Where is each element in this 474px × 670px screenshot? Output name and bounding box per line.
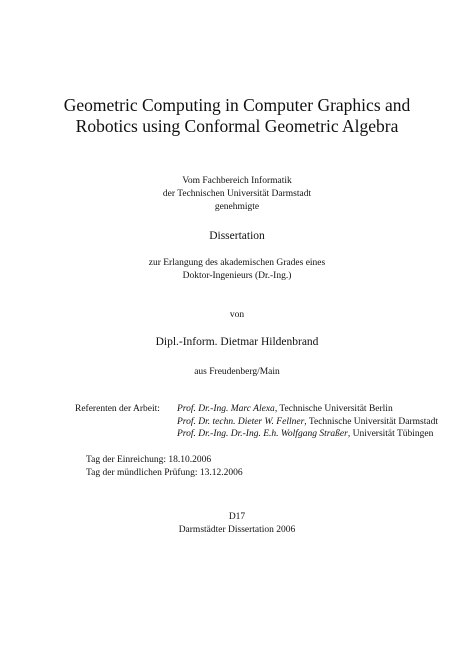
approval-line-3: genehmigte	[214, 202, 260, 212]
referee-1	[177, 403, 438, 416]
by-label: von	[229, 310, 245, 320]
dates-block	[86, 454, 243, 480]
referee-affiliation: , Technische Universität Darmstadt	[304, 416, 438, 427]
approval-line-2: der Technischen Universität Darmstadt	[162, 189, 312, 199]
degree-line-2: Doktor-Ingenieurs (Dr.-Ing.)	[182, 271, 292, 281]
degree-statement	[0, 257, 474, 283]
approval-statement	[0, 175, 474, 214]
oral-exam-date: Tag der mündlichen Prüfung: 13.12.2006	[86, 468, 243, 478]
referees-label: Referenten der Arbeit:	[75, 404, 160, 414]
referee-3	[177, 428, 438, 441]
referee-name: Prof. Dr. techn. Dieter W. Fellner	[177, 416, 305, 427]
author-name: Dipl.-Inform. Dietmar Hildenbrand	[155, 336, 319, 348]
referee-2	[177, 416, 438, 429]
referee-affiliation: , Technische Universität Berlin	[274, 404, 393, 414]
degree-line-1: zur Erlangung des akademischen Grades eines	[148, 258, 326, 268]
document-type: Dissertation	[209, 230, 265, 242]
referees-list	[177, 403, 438, 441]
thesis-title	[0, 95, 474, 137]
thesis-title-line-2: Robotics using Conformal Geometric Algebra	[75, 116, 399, 136]
referee-name: Prof. Dr.-Ing. Marc Alexa	[177, 404, 275, 414]
submission-date: Tag der Einreichung: 18.10.2006	[86, 455, 212, 465]
series-id: D17	[228, 512, 246, 522]
thesis-title-line-1: Geometric Computing in Computer Graphics and	[63, 95, 411, 115]
referee-affiliation: , Universität Tübingen	[347, 429, 434, 439]
approval-line-1: Vom Fachbereich Informatik	[182, 176, 292, 186]
referee-name: Prof. Dr.-Ing. Dr.-Ing. E.h. Wolfgang Straßer	[177, 429, 348, 439]
series-name: Darmstädter Dissertation 2006	[178, 525, 296, 535]
author-origin: aus Freudenberg/Main	[194, 367, 280, 377]
